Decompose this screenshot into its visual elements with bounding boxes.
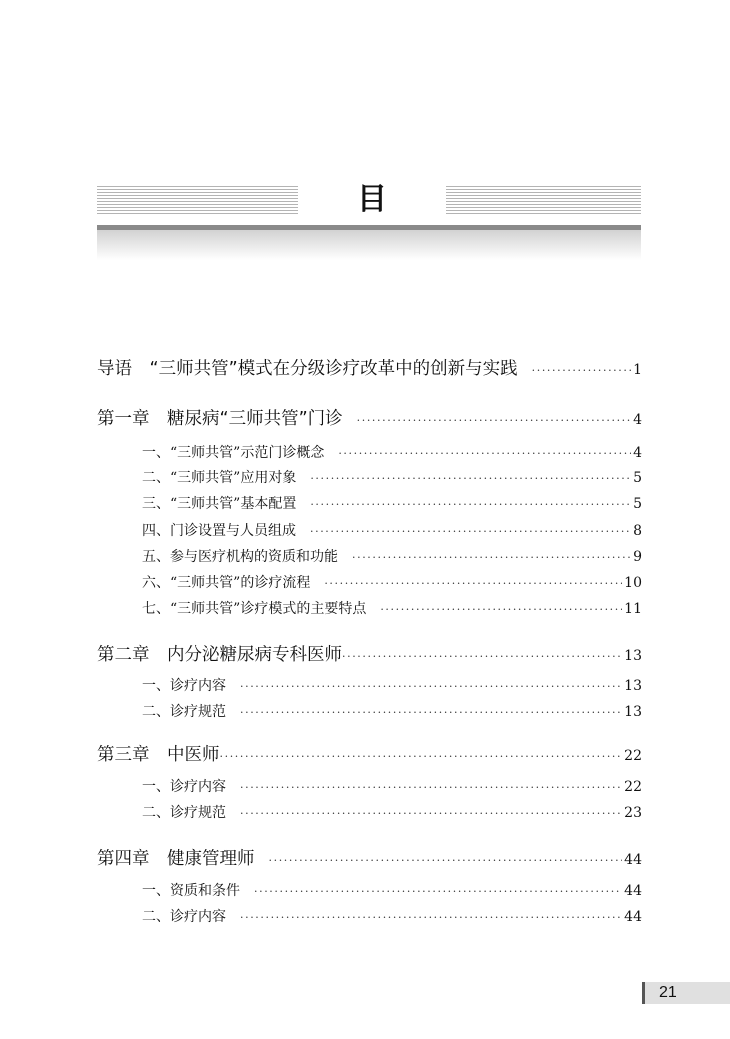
- toc-page: 10: [624, 575, 642, 591]
- toc-chapter-4[interactable]: [97, 845, 642, 871]
- toc-page: 44: [624, 909, 642, 925]
- dot-leader: [380, 603, 622, 616]
- toc-section[interactable]: [142, 701, 642, 723]
- toc-section[interactable]: [142, 802, 642, 824]
- toc-label: 五、参与医疗机构的资质和功能: [142, 549, 338, 565]
- toc-label: 一、资质和条件: [142, 883, 240, 899]
- toc-label: 二、诊疗内容: [142, 909, 226, 925]
- toc-label: 第四章 健康管理师: [97, 849, 255, 869]
- toc-preface[interactable]: [97, 355, 642, 381]
- toc-page: 4: [633, 445, 642, 461]
- toc-section[interactable]: [142, 520, 642, 542]
- dot-leader: [240, 706, 622, 719]
- dot-leader: [532, 364, 631, 377]
- toc-label: 二、诊疗规范: [142, 704, 226, 720]
- toc-label: 一、诊疗内容: [142, 779, 226, 795]
- toc-page: 9: [633, 549, 642, 565]
- toc-section[interactable]: [142, 906, 642, 928]
- toc-chapter-1[interactable]: [97, 405, 642, 431]
- dot-leader: [240, 680, 622, 693]
- toc-label: 二、“三师共管”应用对象: [142, 470, 297, 486]
- toc-page: 5: [633, 470, 642, 486]
- toc-label: 一、诊疗内容: [142, 678, 226, 694]
- toc-page: 22: [624, 779, 642, 795]
- toc-label: 导语 “三师共管”模式在分级诊疗改革中的创新与实践: [97, 359, 518, 379]
- dot-leader: [324, 577, 622, 590]
- toc-section[interactable]: [142, 493, 642, 515]
- toc-label: 第一章 糖尿病“三师共管”门诊: [97, 409, 343, 429]
- toc-page: 1: [633, 362, 642, 378]
- toc-page: 8: [633, 523, 642, 539]
- toc-section[interactable]: [142, 880, 642, 902]
- dot-leader: [357, 414, 631, 427]
- toc-chapter-3[interactable]: [97, 741, 642, 767]
- page-number-tab: [645, 982, 730, 1004]
- toc-page: 13: [624, 678, 642, 694]
- toc-page: 23: [624, 805, 642, 821]
- page-title: 目: [357, 182, 409, 217]
- toc-label: 第二章 内分泌糖尿病专科医师: [97, 645, 342, 665]
- toc-label: 六、“三师共管”的诊疗流程: [142, 575, 311, 591]
- dot-leader: [352, 551, 631, 564]
- toc-label: 三、“三师共管”基本配置: [142, 496, 297, 512]
- toc-chapter-2[interactable]: [97, 641, 642, 667]
- toc-label: 第三章 中医师: [97, 745, 220, 765]
- toc-page: 4: [633, 412, 642, 428]
- toc-section[interactable]: [142, 572, 642, 594]
- toc-section[interactable]: [142, 467, 642, 489]
- dot-leader: [310, 525, 631, 538]
- toc-label: 一、“三师共管”示范门诊概念: [142, 445, 325, 461]
- toc-page: 13: [624, 704, 642, 720]
- dot-leader: [310, 472, 631, 485]
- toc-label: 七、“三师共管”诊疗模式的主要特点: [142, 601, 367, 617]
- toc-page: 44: [624, 852, 642, 868]
- dot-leader: [220, 750, 623, 763]
- toc-section[interactable]: [142, 442, 642, 464]
- dot-leader: [240, 807, 622, 820]
- dot-leader: [269, 854, 623, 867]
- toc-label: 四、门诊设置与人员组成: [142, 523, 296, 539]
- toc-page: 5: [633, 496, 642, 512]
- title-shadow: [97, 230, 641, 260]
- toc-section[interactable]: [142, 598, 642, 620]
- dot-leader: [240, 781, 622, 794]
- toc-page: 11: [624, 601, 642, 617]
- page-number: 21: [659, 984, 677, 1001]
- toc-section[interactable]: [142, 546, 642, 568]
- toc-page: 22: [624, 748, 642, 764]
- toc-page: 44: [624, 883, 642, 899]
- toc-section[interactable]: [142, 675, 642, 697]
- dot-leader: [310, 498, 631, 511]
- toc-label: 二、诊疗规范: [142, 805, 226, 821]
- toc-section[interactable]: [142, 776, 642, 798]
- dot-leader: [338, 447, 631, 460]
- toc-page: 13: [624, 648, 642, 664]
- dot-leader: [254, 885, 622, 898]
- dot-leader: [342, 650, 622, 663]
- dot-leader: [240, 911, 622, 924]
